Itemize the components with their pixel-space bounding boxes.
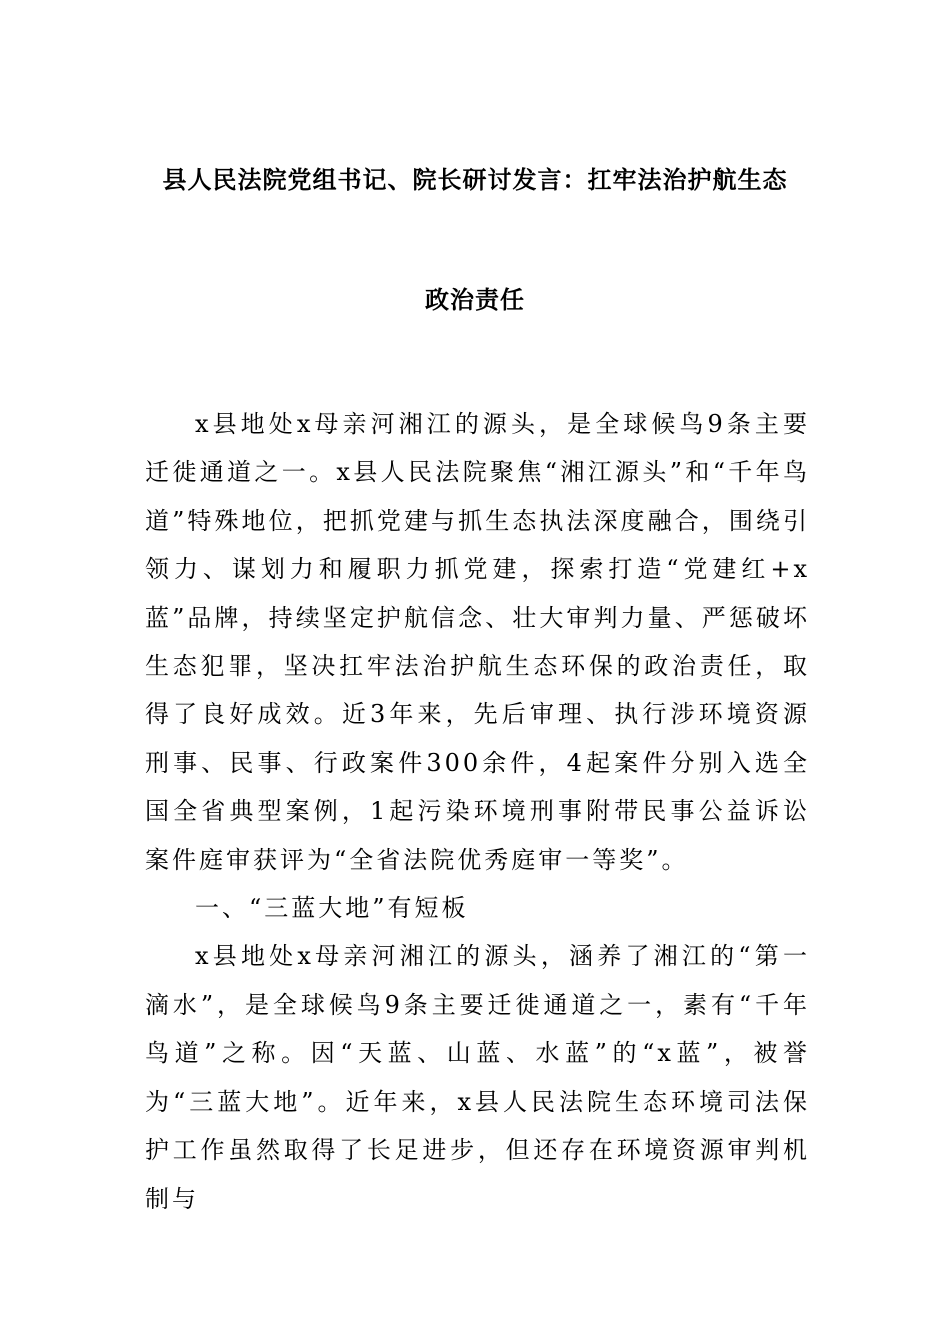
document-title-line-2: 政治责任 (425, 285, 525, 314)
document-body (145, 400, 810, 1223)
paragraph-section-1: x县地处x母亲河湘江的源头，涵养了湘江的“第一滴水”，是全球候鸟9条主要迁徙通道之一，素有“千年鸟道”之称。因“天蓝、山蓝、水蓝”的“x蓝”，被誉为“三蓝大地”。近年来，x县人民法院生态环境司法保护工作虽然取得了长足进步，但还存在环境资源审判机制与 (145, 942, 810, 1213)
section-heading-1: 一、“三蓝大地”有短板 (195, 894, 469, 923)
paragraph-intro: x县地处x母亲河湘江的源头，是全球候鸟9条主要迁徙通道之一。x县人民法院聚焦“湘江源头”和“千年鸟道”特殊地位，把抓党建与抓生态执法深度融合，围绕引领力、谋划力和履职力抓党建，探索打造“党建红+x蓝”品牌，持续坚定护航信念、壮大审判力量、严惩破坏生态犯罪，坚决扛牢法治护航生态环保的政治责任，取得了良好成效。近3年来，先后审理、执行涉环境资源刑事、民事、行政案件300余件，4起案件分别入选全国全省典型案例，1起污染环境刑事附带民事公益诉讼案件庭审获评为“全省法院优秀庭审一等奖”。 (145, 410, 810, 874)
document-title-line-1: 县人民法院党组书记、院长研讨发言：扛牢法治护航生态 (162, 165, 788, 194)
